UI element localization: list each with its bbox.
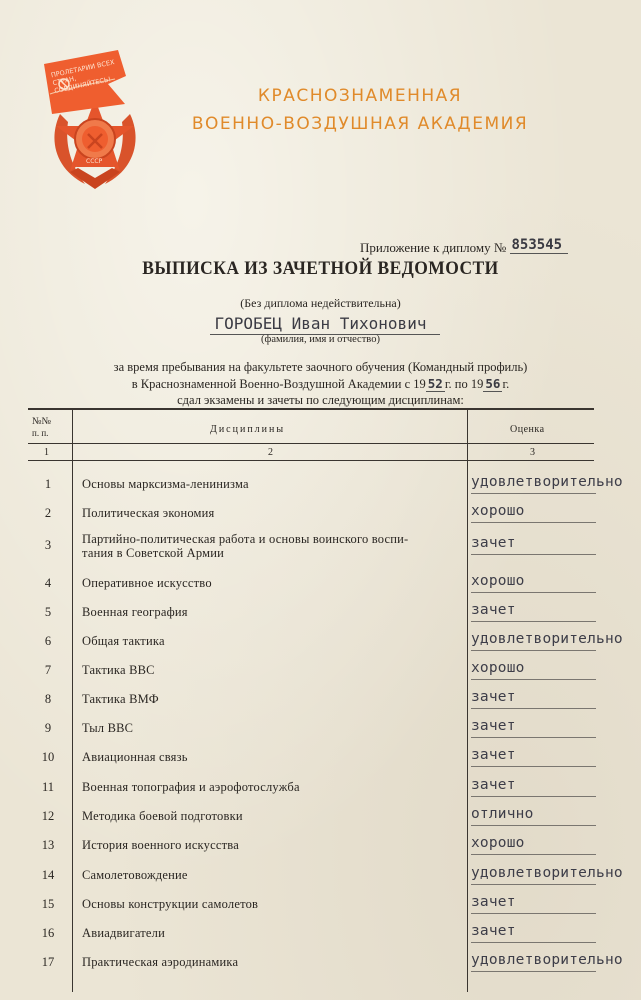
grade-underline xyxy=(471,679,596,680)
table-colnum-divider xyxy=(28,460,594,461)
diploma-appendix-label xyxy=(360,237,568,256)
period-line-3: сдал экзамены и зачеты по следующим дисциплинам: xyxy=(177,393,464,407)
discipline-line-2: тания в Советской Армии xyxy=(82,546,225,560)
discipline-line: Политическая экономия xyxy=(82,506,215,520)
period-line-2 xyxy=(0,376,641,392)
grade-value: удовлетворительно xyxy=(471,474,623,490)
discipline-line: Военная география xyxy=(82,605,188,619)
discipline-line: Авиационная связь xyxy=(82,750,188,764)
grade-underline xyxy=(471,825,596,826)
grade-value: зачет xyxy=(471,777,516,793)
discipline-name xyxy=(82,634,165,649)
row-number: 13 xyxy=(41,838,55,852)
discipline-line: Практическая аэродинамика xyxy=(82,955,239,969)
grade-value: хорошо xyxy=(471,503,525,519)
discipline-line: Методика боевой подготовки xyxy=(82,809,243,823)
row-number: 15 xyxy=(41,897,55,911)
table-header-divider xyxy=(28,443,594,444)
discipline-name xyxy=(82,721,133,736)
discipline-name xyxy=(82,897,258,912)
grade-underline xyxy=(471,766,596,767)
grade-underline xyxy=(471,708,596,709)
discipline-line: Общая тактика xyxy=(82,634,165,648)
grade-underline xyxy=(471,621,596,622)
grade-underline xyxy=(471,650,596,651)
row-number: 17 xyxy=(41,955,55,969)
discipline-name xyxy=(82,926,165,941)
row-number: 2 xyxy=(44,506,52,520)
header-num-sub: п. п. xyxy=(32,428,49,438)
period-suffix: г. xyxy=(502,377,510,391)
discipline-name xyxy=(82,750,188,765)
header-discipline: Дисциплины xyxy=(210,424,286,435)
discipline-line: Самолетовождение xyxy=(82,868,188,882)
grade-value: зачет xyxy=(471,535,516,551)
header-num: №№ xyxy=(32,416,52,427)
row-number: 4 xyxy=(44,576,52,590)
colnum-1: 1 xyxy=(44,447,51,458)
discipline-line: Партийно-политическая работа и основы воинского воспи- xyxy=(82,532,409,546)
grade-underline xyxy=(471,854,596,855)
discipline-name xyxy=(82,576,212,591)
grade-value: удовлетворительно xyxy=(471,631,623,647)
discipline-name xyxy=(82,477,249,492)
discipline-name xyxy=(82,663,155,678)
document-title: ВЫПИСКА ИЗ ЗАЧЕТНОЙ ВЕДОМОСТИ xyxy=(142,258,499,279)
table-col-divider-2 xyxy=(467,410,468,992)
row-number: 12 xyxy=(41,809,55,823)
header-grade: Оценка xyxy=(510,424,545,435)
grade-underline xyxy=(471,554,596,555)
grade-underline xyxy=(471,942,596,943)
name-caption: (фамилия, имя и отчество) xyxy=(261,334,380,345)
grade-underline xyxy=(471,913,596,914)
discipline-line: Основы конструкции самолетов xyxy=(82,897,259,911)
discipline-name xyxy=(82,532,408,560)
discipline-line: Военная топография и аэрофотослужба xyxy=(82,780,300,794)
discipline-name xyxy=(82,605,188,620)
year-start: 52 xyxy=(427,376,443,391)
discipline-name xyxy=(82,780,300,795)
year-end: 56 xyxy=(485,376,501,391)
emblem-motto: ПРОЛЕТАРИИ ВСЕХ СТРАН, СОЕДИНЯЙТЕСЬ! xyxy=(50,58,116,96)
discipline-line: Тактика ВМФ xyxy=(82,692,159,706)
student-name: ГОРОБЕЦ Иван Тихонович xyxy=(214,314,427,333)
grade-underline xyxy=(471,493,596,494)
row-number: 6 xyxy=(44,634,52,648)
discipline-line: Тактика ВВС xyxy=(82,663,155,677)
discipline-line: Основы марксизма-ленинизма xyxy=(82,477,249,491)
grade-value: зачет xyxy=(471,602,516,618)
emblem-ussr-label: СССР xyxy=(86,158,103,165)
period-line-1: за время пребывания на факультете заочного обучения (Командный профиль) xyxy=(113,360,528,374)
grade-value: зачет xyxy=(471,689,516,705)
grade-value: зачет xyxy=(471,718,516,734)
grade-underline xyxy=(471,737,596,738)
grade-value: зачет xyxy=(471,894,516,910)
row-number: 1 xyxy=(44,477,52,491)
row-number: 11 xyxy=(41,780,55,794)
row-number: 7 xyxy=(44,663,52,677)
grade-value: удовлетворительно xyxy=(471,865,623,881)
discipline-name xyxy=(82,809,243,824)
row-number: 14 xyxy=(41,868,55,882)
table-top-border xyxy=(28,408,594,410)
period-mid: г. по 19 xyxy=(444,377,484,391)
discipline-name xyxy=(82,868,188,883)
grade-underline xyxy=(471,884,596,885)
grade-value: зачет xyxy=(471,747,516,763)
grade-underline xyxy=(471,522,596,523)
grade-value: хорошо xyxy=(471,660,525,676)
grade-underline xyxy=(471,796,596,797)
validity-note: (Без диплома недействительна) xyxy=(240,296,401,310)
grade-value: отлично xyxy=(471,806,534,822)
grade-underline xyxy=(471,592,596,593)
grade-value: удовлетворительно xyxy=(471,952,623,968)
colnum-3: 3 xyxy=(530,447,537,458)
grade-value: зачет xyxy=(471,923,516,939)
row-number: 10 xyxy=(41,750,55,764)
row-number: 16 xyxy=(41,926,55,940)
colnum-2: 2 xyxy=(268,447,275,458)
discipline-line: Авиадвигатели xyxy=(82,926,166,940)
row-number: 3 xyxy=(44,538,52,552)
discipline-line: Оперативное искусство xyxy=(82,576,212,590)
row-number: 9 xyxy=(44,721,52,735)
period-prefix: в Краснознаменной Военно-Воздушной Академии с 19 xyxy=(131,377,426,391)
discipline-name xyxy=(82,955,238,970)
discipline-line: История военного искусства xyxy=(82,838,239,852)
row-number: 8 xyxy=(44,692,52,706)
academy-name-line2: ВОЕННО-ВОЗДУШНАЯ АКАДЕМИЯ xyxy=(191,114,529,134)
discipline-name xyxy=(82,838,239,853)
discipline-name xyxy=(82,692,159,707)
academy-name-line1: КРАСНОЗНАМЕННАЯ xyxy=(257,86,463,106)
appendix-text: Приложение к диплому № xyxy=(360,240,507,255)
grade-underline xyxy=(471,971,596,972)
discipline-name xyxy=(82,506,215,521)
row-number: 5 xyxy=(44,605,52,619)
grade-value: хорошо xyxy=(471,573,525,589)
grade-value: хорошо xyxy=(471,835,525,851)
discipline-line: Тыл ВВС xyxy=(82,721,134,735)
table-col-divider-1 xyxy=(72,410,73,992)
diploma-number: 853545 xyxy=(510,237,569,254)
